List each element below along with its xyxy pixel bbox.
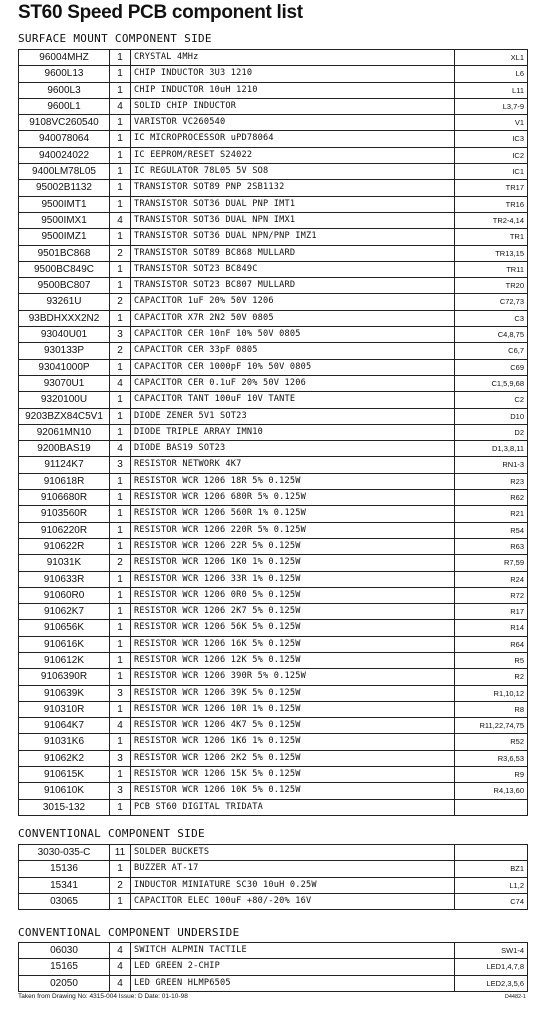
table-row: [19, 750, 528, 766]
table-row: [19, 636, 528, 652]
quantity-cell: 1: [110, 636, 131, 652]
description-cell: VARISTOR VC260540: [131, 115, 455, 131]
part-number-cell: 9106220R: [19, 522, 110, 538]
part-number-cell: 910656K: [19, 620, 110, 636]
description-cell: RESISTOR WCR 1206 1K6 1% 0.125W: [131, 734, 455, 750]
part-number-cell: 9500IMX1: [19, 212, 110, 228]
part-number-cell: 9501BC868: [19, 245, 110, 261]
reference-cell: D2: [455, 424, 528, 440]
reference-cell: LED2,3,5,6: [455, 975, 528, 991]
reference-cell: L3,7-9: [455, 98, 528, 114]
table-row: [19, 861, 528, 877]
table-row: [19, 669, 528, 685]
part-number-cell: 9500IMZ1: [19, 229, 110, 245]
quantity-cell: 4: [110, 212, 131, 228]
reference-cell: D1,3,8,11: [455, 441, 528, 457]
quantity-cell: 1: [110, 861, 131, 877]
quantity-cell: 1: [110, 408, 131, 424]
quantity-cell: 1: [110, 164, 131, 180]
part-number-cell: 910310R: [19, 701, 110, 717]
part-number-cell: 940024022: [19, 147, 110, 163]
table-row: [19, 685, 528, 701]
quantity-cell: 1: [110, 82, 131, 98]
part-number-cell: 910622R: [19, 538, 110, 554]
part-number-cell: 06030: [19, 943, 110, 959]
quantity-cell: 4: [110, 441, 131, 457]
part-number-cell: 93040U01: [19, 327, 110, 343]
reference-cell: D10: [455, 408, 528, 424]
table-row: [19, 604, 528, 620]
description-cell: RESISTOR WCR 1206 10K 5% 0.125W: [131, 783, 455, 799]
part-number-cell: 93261U: [19, 294, 110, 310]
quantity-cell: 1: [110, 506, 131, 522]
reference-cell: R64: [455, 636, 528, 652]
reference-cell: R14: [455, 620, 528, 636]
table-row: [19, 877, 528, 893]
description-cell: RESISTOR WCR 1206 22R 5% 0.125W: [131, 538, 455, 554]
reference-cell: R54: [455, 522, 528, 538]
quantity-cell: 1: [110, 180, 131, 196]
quantity-cell: 1: [110, 522, 131, 538]
reference-cell: R9: [455, 767, 528, 783]
reference-cell: C3: [455, 310, 528, 326]
table-row: [19, 457, 528, 473]
part-number-cell: 9108VC260540: [19, 115, 110, 131]
reference-cell: TR20: [455, 278, 528, 294]
part-number-cell: 9600L13: [19, 66, 110, 82]
table-row: [19, 718, 528, 734]
description-cell: TRANSISTOR SOT36 DUAL NPN/PNP IMZ1: [131, 229, 455, 245]
description-cell: CAPACITOR CER 1000pF 10% 50V 0805: [131, 359, 455, 375]
quantity-cell: 2: [110, 245, 131, 261]
quantity-cell: 1: [110, 229, 131, 245]
description-cell: TRANSISTOR SOT89 BC868 MULLARD: [131, 245, 455, 261]
description-cell: INDUCTOR MINIATURE SC30 10uH 0.25W: [131, 877, 455, 893]
part-number-cell: 9500BC849C: [19, 261, 110, 277]
reference-cell: R17: [455, 604, 528, 620]
description-cell: CAPACITOR CER 0.1uF 20% 50V 1206: [131, 375, 455, 391]
reference-cell: TR13,15: [455, 245, 528, 261]
part-number-cell: 91064K7: [19, 718, 110, 734]
description-cell: BUZZER AT-17: [131, 861, 455, 877]
part-number-cell: 910615K: [19, 767, 110, 783]
quantity-cell: 1: [110, 66, 131, 82]
description-cell: CRYSTAL 4MHz: [131, 50, 455, 66]
reference-cell: R7,59: [455, 555, 528, 571]
reference-cell: L6: [455, 66, 528, 82]
table-row: [19, 490, 528, 506]
table-row: [19, 66, 528, 82]
reference-cell: C2: [455, 392, 528, 408]
description-cell: LED GREEN HLMP6505: [131, 975, 455, 991]
conventional-side-table: [18, 844, 528, 910]
description-cell: TRANSISTOR SOT36 DUAL NPN IMX1: [131, 212, 455, 228]
table-row: [19, 701, 528, 717]
reference-cell: R52: [455, 734, 528, 750]
quantity-cell: 1: [110, 278, 131, 294]
table-row: [19, 473, 528, 489]
reference-cell: RN1-3: [455, 457, 528, 473]
description-cell: CAPACITOR 1uF 20% 50V 1206: [131, 294, 455, 310]
section-heading-surface-mount: SURFACE MOUNT COMPONENT SIDE: [18, 32, 212, 45]
table-row: [19, 261, 528, 277]
reference-cell: TR17: [455, 180, 528, 196]
table-row: [19, 294, 528, 310]
part-number-cell: 930133P: [19, 343, 110, 359]
description-cell: RESISTOR WCR 1206 4K7 5% 0.125W: [131, 718, 455, 734]
quantity-cell: 4: [110, 718, 131, 734]
part-number-cell: 02050: [19, 975, 110, 991]
part-number-cell: 91062K7: [19, 604, 110, 620]
section-heading-conventional-underside: CONVENTIONAL COMPONENT UNDERSIDE: [18, 926, 240, 939]
description-cell: IC EEPROM/RESET S24022: [131, 147, 455, 163]
table-row: [19, 571, 528, 587]
table-row: [19, 893, 528, 909]
description-cell: PCB ST60 DIGITAL TRIDATA: [131, 799, 455, 815]
description-cell: RESISTOR WCR 1206 10R 1% 0.125W: [131, 701, 455, 717]
part-number-cell: 9203BZX84C5V1: [19, 408, 110, 424]
part-number-cell: 9500IMT1: [19, 196, 110, 212]
part-number-cell: 91060R0: [19, 587, 110, 603]
reference-cell: C69: [455, 359, 528, 375]
quantity-cell: 2: [110, 343, 131, 359]
quantity-cell: 1: [110, 261, 131, 277]
description-cell: TRANSISTOR SOT36 DUAL PNP IMT1: [131, 196, 455, 212]
table-row: [19, 229, 528, 245]
reference-cell: R1,10,12: [455, 685, 528, 701]
table-row: [19, 783, 528, 799]
part-number-cell: 91124K7: [19, 457, 110, 473]
quantity-cell: 2: [110, 555, 131, 571]
reference-cell: [455, 845, 528, 861]
reference-cell: TR2-4,14: [455, 212, 528, 228]
part-number-cell: 3030-035-C: [19, 845, 110, 861]
description-cell: SWITCH ALPMIN TACTILE: [131, 943, 455, 959]
part-number-cell: 96004MHZ: [19, 50, 110, 66]
quantity-cell: 1: [110, 147, 131, 163]
description-cell: IC REGULATOR 78L05 5V SO8: [131, 164, 455, 180]
reference-cell: SW1-4: [455, 943, 528, 959]
table-row: [19, 975, 528, 991]
part-number-cell: 9320100U: [19, 392, 110, 408]
quantity-cell: 1: [110, 424, 131, 440]
description-cell: CAPACITOR CER 10nF 10% 50V 0805: [131, 327, 455, 343]
quantity-cell: 4: [110, 943, 131, 959]
description-cell: CAPACITOR TANT 100uF 10V TANTE: [131, 392, 455, 408]
description-cell: RESISTOR WCR 1206 680R 5% 0.125W: [131, 490, 455, 506]
table-row: [19, 587, 528, 603]
reference-cell: R24: [455, 571, 528, 587]
quantity-cell: 1: [110, 538, 131, 554]
quantity-cell: 4: [110, 975, 131, 991]
reference-cell: R62: [455, 490, 528, 506]
part-number-cell: 15165: [19, 959, 110, 975]
table-row: [19, 620, 528, 636]
description-cell: RESISTOR WCR 1206 39K 5% 0.125W: [131, 685, 455, 701]
part-number-cell: 9600L1: [19, 98, 110, 114]
quantity-cell: 3: [110, 457, 131, 473]
part-number-cell: 910616K: [19, 636, 110, 652]
part-number-cell: 95002B1132: [19, 180, 110, 196]
quantity-cell: 1: [110, 799, 131, 815]
reference-cell: XL1: [455, 50, 528, 66]
description-cell: SOLID CHIP INDUCTOR: [131, 98, 455, 114]
table-row: [19, 538, 528, 554]
reference-cell: TR16: [455, 196, 528, 212]
reference-cell: V1: [455, 115, 528, 131]
part-number-cell: 9500BC807: [19, 278, 110, 294]
table-row: [19, 375, 528, 391]
description-cell: RESISTOR WCR 1206 18R 5% 0.125W: [131, 473, 455, 489]
quantity-cell: 1: [110, 50, 131, 66]
quantity-cell: 1: [110, 587, 131, 603]
quantity-cell: 4: [110, 98, 131, 114]
quantity-cell: 1: [110, 767, 131, 783]
quantity-cell: 1: [110, 652, 131, 668]
table-row: [19, 98, 528, 114]
quantity-cell: 3: [110, 327, 131, 343]
table-row: [19, 408, 528, 424]
quantity-cell: 3: [110, 783, 131, 799]
table-row: [19, 310, 528, 326]
part-number-cell: 9600L3: [19, 82, 110, 98]
description-cell: LED GREEN 2-CHIP: [131, 959, 455, 975]
table-row: [19, 245, 528, 261]
part-number-cell: 93BDHXXX2N2: [19, 310, 110, 326]
reference-cell: R8: [455, 701, 528, 717]
table-row: [19, 392, 528, 408]
quantity-cell: 1: [110, 734, 131, 750]
part-number-cell: 910633R: [19, 571, 110, 587]
description-cell: TRANSISTOR SOT89 PNP 2SB1132: [131, 180, 455, 196]
table-row: [19, 767, 528, 783]
drawing-reference: Taken from Drawing No: 4315-004 Issue: D Date: 01-10-98: [18, 993, 188, 1000]
description-cell: DIODE BAS19 SOT23: [131, 441, 455, 457]
part-number-cell: 910618R: [19, 473, 110, 489]
table-row: [19, 147, 528, 163]
description-cell: RESISTOR WCR 1206 12K 5% 0.125W: [131, 652, 455, 668]
description-cell: RESISTOR WCR 1206 0R0 5% 0.125W: [131, 587, 455, 603]
table-row: [19, 359, 528, 375]
reference-cell: R4,13,60: [455, 783, 528, 799]
quantity-cell: 1: [110, 392, 131, 408]
description-cell: CHIP INDUCTOR 10uH 1210: [131, 82, 455, 98]
table-row: [19, 652, 528, 668]
table-row: [19, 212, 528, 228]
description-cell: TRANSISTOR SOT23 BC807 MULLARD: [131, 278, 455, 294]
page-title: ST60 Speed PCB component list: [18, 2, 303, 23]
table-row: [19, 943, 528, 959]
description-cell: IC MICROPROCESSOR uPD78064: [131, 131, 455, 147]
part-number-cell: 9400LM78L05: [19, 164, 110, 180]
description-cell: DIODE ZENER 5V1 SOT23: [131, 408, 455, 424]
table-row: [19, 82, 528, 98]
description-cell: RESISTOR WCR 1206 220R 5% 0.125W: [131, 522, 455, 538]
table-row: [19, 555, 528, 571]
reference-cell: R23: [455, 473, 528, 489]
description-cell: RESISTOR WCR 1206 33R 1% 0.125W: [131, 571, 455, 587]
reference-cell: IC3: [455, 131, 528, 147]
reference-cell: LED1,4,7,8: [455, 959, 528, 975]
part-number-cell: 15136: [19, 861, 110, 877]
table-row: [19, 327, 528, 343]
part-number-cell: 910639K: [19, 685, 110, 701]
table-row: [19, 522, 528, 538]
table-row: [19, 799, 528, 815]
description-cell: RESISTOR WCR 1206 560R 1% 0.125W: [131, 506, 455, 522]
part-number-cell: 91031K: [19, 555, 110, 571]
part-number-cell: 92061MN10: [19, 424, 110, 440]
quantity-cell: 1: [110, 669, 131, 685]
description-cell: RESISTOR WCR 1206 56K 5% 0.125W: [131, 620, 455, 636]
reference-cell: IC1: [455, 164, 528, 180]
reference-cell: C1,5,9,68: [455, 375, 528, 391]
table-row: [19, 164, 528, 180]
part-number-cell: 91031K6: [19, 734, 110, 750]
reference-cell: R2: [455, 669, 528, 685]
part-number-cell: 9106390R: [19, 669, 110, 685]
quantity-cell: 1: [110, 604, 131, 620]
reference-cell: R5: [455, 652, 528, 668]
reference-cell: TR1: [455, 229, 528, 245]
part-number-cell: 91062K2: [19, 750, 110, 766]
reference-cell: R11,22,74,75: [455, 718, 528, 734]
quantity-cell: 1: [110, 196, 131, 212]
description-cell: RESISTOR WCR 1206 15K 5% 0.125W: [131, 767, 455, 783]
table-row: [19, 131, 528, 147]
surface-mount-table: [18, 49, 528, 816]
quantity-cell: 1: [110, 490, 131, 506]
quantity-cell: 1: [110, 310, 131, 326]
description-cell: CHIP INDUCTOR 3U3 1210: [131, 66, 455, 82]
part-number-cell: 9200BAS19: [19, 441, 110, 457]
quantity-cell: 1: [110, 620, 131, 636]
table-row: [19, 278, 528, 294]
quantity-cell: 2: [110, 294, 131, 310]
part-number-cell: 910610K: [19, 783, 110, 799]
quantity-cell: 1: [110, 893, 131, 909]
table-row: [19, 196, 528, 212]
description-cell: CAPACITOR ELEC 100uF +80/-20% 16V: [131, 893, 455, 909]
reference-cell: C74: [455, 893, 528, 909]
table-row: [19, 734, 528, 750]
reference-cell: C4,8,75: [455, 327, 528, 343]
reference-cell: L11: [455, 82, 528, 98]
part-number-cell: 03065: [19, 893, 110, 909]
description-cell: CAPACITOR X7R 2N2 50V 0805: [131, 310, 455, 326]
table-row: [19, 343, 528, 359]
quantity-cell: 1: [110, 473, 131, 489]
quantity-cell: 1: [110, 115, 131, 131]
part-number-cell: 9103560R: [19, 506, 110, 522]
section-heading-conventional-side: CONVENTIONAL COMPONENT SIDE: [18, 827, 205, 840]
reference-cell: TR11: [455, 261, 528, 277]
description-cell: RESISTOR WCR 1206 1K0 1% 0.125W: [131, 555, 455, 571]
description-cell: RESISTOR WCR 1206 16K 5% 0.125W: [131, 636, 455, 652]
part-number-cell: 15341: [19, 877, 110, 893]
part-number-cell: 910612K: [19, 652, 110, 668]
quantity-cell: 11: [110, 845, 131, 861]
part-number-cell: 9106680R: [19, 490, 110, 506]
table-row: [19, 115, 528, 131]
description-cell: TRANSISTOR SOT23 BC849C: [131, 261, 455, 277]
document-code: D4482-1: [504, 994, 526, 1000]
reference-cell: R72: [455, 587, 528, 603]
description-cell: RESISTOR WCR 1206 390R 5% 0.125W: [131, 669, 455, 685]
table-row: [19, 441, 528, 457]
quantity-cell: 4: [110, 375, 131, 391]
quantity-cell: 1: [110, 571, 131, 587]
quantity-cell: 2: [110, 877, 131, 893]
description-cell: SOLDER BUCKETS: [131, 845, 455, 861]
quantity-cell: 3: [110, 750, 131, 766]
part-number-cell: 3015-132: [19, 799, 110, 815]
description-cell: RESISTOR WCR 1206 2K2 5% 0.125W: [131, 750, 455, 766]
quantity-cell: 3: [110, 685, 131, 701]
part-number-cell: 940078064: [19, 131, 110, 147]
reference-cell: [455, 799, 528, 815]
table-row: [19, 959, 528, 975]
reference-cell: C72,73: [455, 294, 528, 310]
table-row: [19, 180, 528, 196]
reference-cell: C6,7: [455, 343, 528, 359]
description-cell: RESISTOR NETWORK 4K7: [131, 457, 455, 473]
table-row: [19, 506, 528, 522]
description-cell: CAPACITOR CER 33pF 0805: [131, 343, 455, 359]
reference-cell: R3,6,53: [455, 750, 528, 766]
part-number-cell: 93070U1: [19, 375, 110, 391]
quantity-cell: 4: [110, 959, 131, 975]
quantity-cell: 1: [110, 131, 131, 147]
table-row: [19, 845, 528, 861]
reference-cell: L1,2: [455, 877, 528, 893]
conventional-underside-table: [18, 942, 528, 992]
reference-cell: BZ1: [455, 861, 528, 877]
table-row: [19, 424, 528, 440]
reference-cell: IC2: [455, 147, 528, 163]
reference-cell: R63: [455, 538, 528, 554]
table-row: [19, 50, 528, 66]
reference-cell: R21: [455, 506, 528, 522]
quantity-cell: 1: [110, 359, 131, 375]
description-cell: DIODE TRIPLE ARRAY IMN10: [131, 424, 455, 440]
description-cell: RESISTOR WCR 1206 2K7 5% 0.125W: [131, 604, 455, 620]
part-number-cell: 93041000P: [19, 359, 110, 375]
quantity-cell: 1: [110, 701, 131, 717]
